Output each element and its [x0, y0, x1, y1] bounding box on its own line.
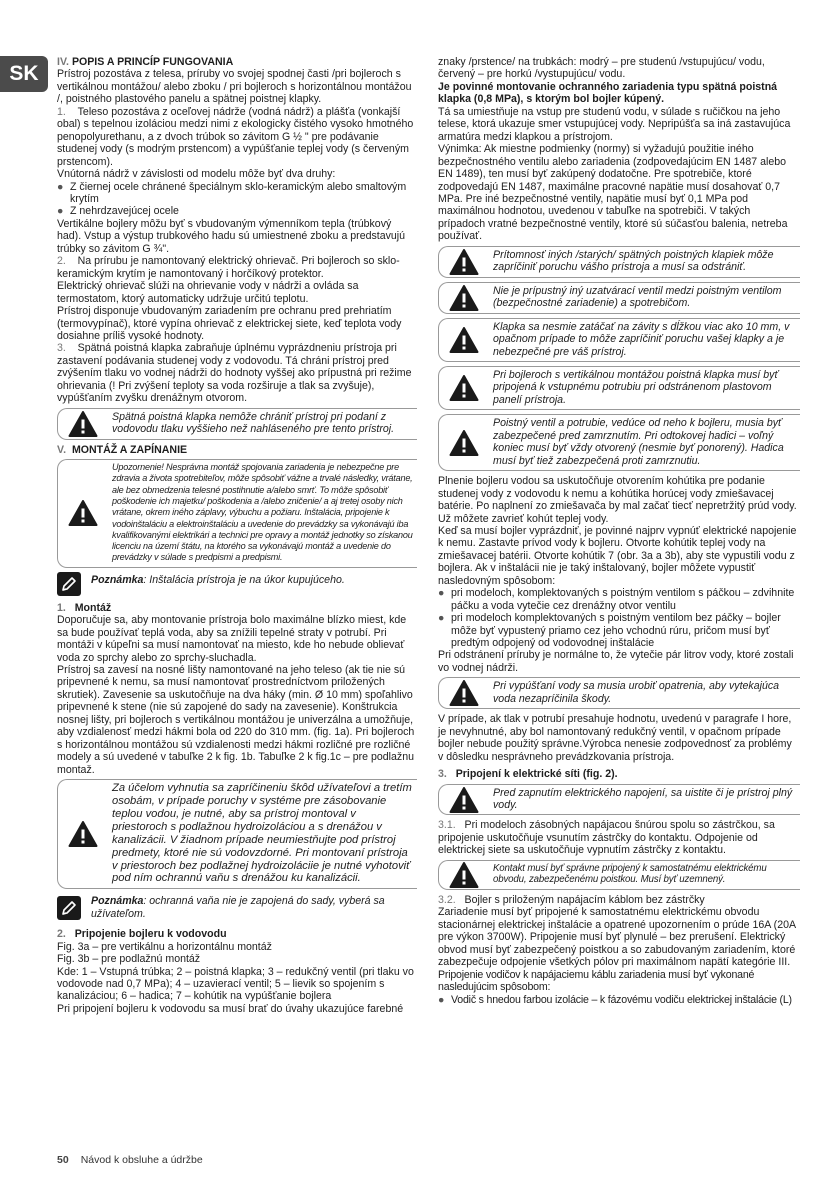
bullet-item: ● Vodič s hnedou farbou izolácie – k fázovému vodiču elektrickej inštalácie (L) — [438, 993, 792, 1006]
warning-box: Kontakt musí byť správne pripojený k samostatnému elektrickému obvodu, zabezpečenému poistkou. Musí byť uzemnený. — [438, 860, 800, 890]
warning-icon — [68, 821, 98, 848]
pencil-icon — [57, 572, 81, 596]
footer-title: Návod k obsluhe a údržbe — [80, 1154, 203, 1166]
section-heading: V. MONTÁŽ A ZAPÍNANIE — [57, 443, 188, 456]
paragraph: Kde: 1 – Vstupná trúbka; 2 – poistná klapka; 3 – redukčný ventil (pri tlaku vo vodovode nad 0,7 MPa); 4 – uzavierací ventil; 5 – lievik so spojením s kanalizáciou; 6 – hadica; 7 – kohútik na vypúšťanie bojlera — [57, 965, 414, 1003]
subsection-heading: 2. Pripojenie bojleru k vodovodu — [57, 928, 227, 941]
paragraph: Prístroj pozostáva z telesa, príruby vo svojej spodnej časti /pri bojleroch s vertikálnou montážou/ alebo zboku / pri bojleroch s horizontálnou montážou /, poistného plastového panelu a spätnej poistnej klapky. — [57, 68, 412, 106]
note-box: Poznámka: ochranná vaňa nie je zapojená do sady, vyberá sa užívateľom. — [57, 893, 417, 922]
warning-icon — [449, 429, 479, 456]
subsection-heading: 1. Montáž — [57, 601, 112, 614]
paragraph: Pripojenie vodičov k napájaciemu káblu zariadenia musí byť vykonané nasledujúcim spôsobom: — [438, 968, 755, 994]
language-tab: SK — [0, 56, 48, 92]
section-heading: IV. POPIS A PRINCÍP FUNGOVANIA — [57, 56, 234, 68]
bullet-item: ● Z čiernej ocele chránené špeciálnym sklo-keramickým alebo smaltovým krytím — [57, 180, 407, 205]
paragraph: Keď sa musí bojler vyprázdniť, je povinné najprv vypnúť elektrické napojenie k nemu. Zastavte prívod vody k bojleru. Otvorte kohútik teplej vody na zmiešavacej batérii. Otvorte kohútik 7 (obr. 3a a 3b), aby ste vypustili vodu z bojlera. Ak v inštalácii nie je taký inštalovaný, bojler môžete vypustiť nasledovným spôsobom: — [438, 524, 797, 587]
paragraph: Vertikálne bojlery môžu byť s vbudovaným výmenníkom tepla (trúbkový had). Vstup a výstup trubkového hadu sú umiestnené zboku a predstavujú trúbky so závitom G ¾". — [57, 217, 406, 255]
paragraph: Výnimka: Ak miestne podmienky (normy) si vyžadujú použitie iného bezpečnostného ventilu alebo zariadenia (zodpovedajúcim EN 1487 alebo EN 1489), ten musí byť zakúpený dodatočne. Pre spotrebiče, ktoré zodpovedajú EN 1487, maximálne pracovné napätie musí dosahovať 0,7 MPa. Pre iné bezpečnostné ventily, napätie musí byť 0,1 MPa pod maximálnou hodnotou, uvedenou v tabuľke na spotrebiči. V takých prípadoch vratné bezpečnostné ventily, ktoré sú súčasťou balenia, netreba používať. — [438, 143, 788, 243]
bullet-icon: ● — [438, 993, 445, 1006]
bullet-icon: ● — [57, 205, 64, 218]
note-box: Poznámka: Inštalácia prístroja je na úkor kupujúceho. — [57, 572, 417, 596]
bullet-icon: ● — [438, 587, 445, 600]
paragraph: 3.1. Pri modeloch zásobných napájacou šnúrou spolu so zástrčkou, sa pripojenie uskutočňuje vsunutím zástrčky do kontaktu. Odpojenie od elektrickej siete sa uskutočňuje vypnutím zástrčky z kontaktu. — [438, 819, 775, 857]
warning-box: Nie je prípustný iný uzatvárací ventil medzi poistným ventilom (bezpečnostné zariadenie) a spotrebičom. — [438, 282, 800, 314]
page-number: 50 — [57, 1154, 69, 1166]
bullet-icon: ● — [57, 180, 64, 193]
paragraph-bold: Je povinné montovanie ochranného zariadenia typu spätná poistná klapka (0,8 MPa), s ktorým bol bojler kúpený. — [438, 80, 778, 106]
right-column — [438, 56, 800, 1006]
bullet-icon: ● — [438, 612, 445, 625]
warning-box: Poistný ventil a potrubie, vedúce od neho k bojleru, musia byť zabezpečené pred zamrznutím. Pri odtokovej hadici – voľný koniec musí byť vždy otvorený (nesmie byť ponorený). Hadica musí byť tiež zabezpečená proti zamrznutiu. — [438, 414, 800, 471]
paragraph: Elektrický ohrievač slúži na ohrievanie vody v nádrži a ovláda sa termostatom, ktorý automaticky udržuje určitú teplotu. — [57, 280, 359, 305]
paragraph: znaky /prstence/ na trubkách: modrý – pre studenú /vstupujúcu/ vodu, červený – pre horkú /vystupujúcu/ vodu. — [438, 56, 765, 81]
paragraph: Fig. 3a – pre vertikálnu a horizontálnu montáž — [57, 940, 272, 953]
pencil-icon — [57, 896, 81, 920]
warning-box: Za účelom vyhnutia sa zapríčineniu škôd užívateľovi a tretím osobám, v prípade poruchy v systéme pre zásobovanie teplou vodou, je nutné, aby sa prístroj montoval v priestoroch s podlažnou hydroizoláciou a s drenážou v kanalizácii. V žiadnom prípade neumiestňujte pod prístroj predmety, ktoré nie sú vodovzdorné. Pri montovaní prístroja v priestoroch bez podlažnej hydroizoláciie je nutné vyhotoviť pod ním ochrannú vaňu s drenážou ku kanalizácii. — [57, 779, 417, 889]
paragraph: Fig. 3b – pre podlažnú montáž — [57, 953, 201, 966]
paragraph: 3. Spätná poistná klapka zabraňuje úplnému vyprázdneniu prístroja pri zastavení podávania studenej vody z vodovodu. Tá chráni prístroj pred zvýšením tlaku vo vodnej nádrži do hodnoty vyššej ako prípustná pri režime ohrievania (! Pri zvýšení teploty sa voda rozširuje a tlak sa zvyšuje), vypúšťaním zvyšku drenážnym otvorom. — [57, 342, 412, 405]
warning-box: Prítomnosť iných /starých/ spätných poistných klapiek môže zapríčiniť poruchu vášho prístroja a musí sa odstrániť. — [438, 246, 800, 278]
paragraph: 2. Na prírubu je namontovaný elektrický ohrievač. Pri bojleroch so sklo-keramickým krytím je namontovaný i horčíkový protektor. — [57, 255, 400, 280]
warning-icon — [68, 500, 98, 527]
warning-box: Pri vypúšťaní vody sa musia urobiť opatrenia, aby vytekajúca voda nezapríčinila škody. — [438, 677, 800, 709]
warning-box: Klapka sa nesmie zatáčať na závity s dĺžkou viac ako 10 mm, v opačnom prípade to môže zapríčiniť poruchu vašej klapky a je nebezpečné pre váš prístroj. — [438, 318, 800, 362]
paragraph: Pri odstránení príruby je normálne to, že vytečie pár litrov vody, ktoré zostali vo vodnej nádrži. — [438, 649, 794, 674]
paragraph: Doporučuje sa, aby montovanie prístroja bolo maximálne blízko miest, kde sa bude používať teplá voda, aby sa znížili tepelné straty v potrubí. Pri montáži v kúpeľni sa musí namontovať na miesto, kde ho nebude oblievať voda zo sprchy alebo zo sprchy-sluchadla. — [57, 614, 407, 664]
warning-icon — [449, 326, 479, 353]
warning-box: Upozornenie! Nesprávna montáž spojovania zariadenia je nebezpečne pre zdravia a života spotrebiteľov, môže spôsobiť vážne a trvalé následky, vrátane, ale bez obmedzenia telesné postihnutie a/alebo smrť. To môže spôsobiť poškodenie ich majetku/ poškodenia a /alebo zničenie/ a aj tretej osoby nich vrátane, okrem iného záplavy, výbuchu a požiaru. Inštalácia, pripojenie k vodoinštaláciu a elektroinštaláciu a uvedenie do prevádzky sa vykonávajú iba kvalifikovanými elektrikári a technici pre opravy a montáž jednotky so získanou licenciu na území štátu, na ktorého sa vykonávajú montáž a uvedenie do prevádzky v súlade s predpismi a predpismi. — [57, 459, 417, 568]
paragraph: Prístroj disponuje vbudovaným zariadením pre ochranu pred prehriatím (termovypínač), ktoré vypína ohrievač z elektrickej siete, keď teplota vody dosiahne príliš vysoké hodnoty. — [57, 305, 402, 342]
bullet-item: ● pri modeloch komplektovaných s poistným ventilom bez páčky – bojler môže byť vypustený priamo cez jeho vchodnú rúru, pričom musí byť predtým odpojený od vodovodnej inštalácie — [438, 612, 781, 650]
warning-box: Spätná poistná klapka nemôže chrániť prístroj pri podaní z vodovodu tlaku vyššieho než nahláseného pre tento prístroj. — [57, 408, 417, 440]
warning-icon — [449, 284, 479, 311]
left-column — [57, 56, 417, 1015]
paragraph: Plnenie bojleru vodou sa uskutočňuje otvorením kohútika pre podanie studenej vody z vodovodu k nemu a kohútika horúcej vody zmiešavacej batérie. Po naplnení zo zmiešavača by mal začať tiecť nepretržitý prúd vody. Už môžete zavrieť kohút teplej vody. — [438, 475, 797, 525]
warning-icon — [449, 248, 479, 275]
warning-icon — [68, 410, 98, 437]
paragraph: 3.2. Bojler s priloženým napájacím káblom bez zástrčky — [438, 894, 705, 907]
warning-icon — [449, 680, 479, 707]
bullet-item: ● pri modeloch, komplektovaných s poistným ventilom s páčkou – zdvihnite páčku a voda vytečie cez drenážny otvor ventilu — [438, 587, 795, 612]
paragraph: Vnútorná nádrž v závislosti od modelu môže byť dva druhy: — [57, 168, 336, 181]
paragraph: Zariadenie musí byť pripojené k samostatnému elektrickému obvodu stacionárnej elektrickej inštalácie a opatrené upozornením o prúde 16A (20A pre výkon 3700W). Pripojenie musí byť plynulé – bez prerušení. Elektrický obvod musí byť zabezpečený poistkou a so zabudovaným zariadením, ktoré zabezpečuje odpojenie všetkých pólov pri maximálnom napätí kategórie III. — [438, 906, 796, 969]
paragraph: Tá sa umiestňuje na vstup pre studenú vodu, v súlade s ručičkou na jeho telese, ktorá ukazuje smer vstupujúcej vody. Nepripúšťa sa iná zastavujúca armatúra medzi klapkou a prístrojom. — [438, 105, 791, 143]
paragraph: V prípade, ak tlak v potrubí presahuje hodnotu, uvedenú v paragrafe I hore, je nevyhnutné, aby bol namontovaný redukčný ventil, v opačnom prípade bojler nebude použitý správne.Výrobca nenesie zodpovednosť za problémy v dôsledku nesprávneho prevádzkovania prístroja. — [438, 713, 792, 763]
warning-icon — [449, 375, 479, 402]
paragraph: 1. Teleso pozostáva z oceľovej nádrže (vodná nádrž) a plášťa (vonkajší obal) s tepelnou izoláciou medzi nimi z ekologicky čistého vysoko hmotného penopolyurethanu, a z dvoch trúbok so závitom G ½ " pre podávanie studenej vody (s modrým prstencom) a vypúšťanie teplej vody (s červeným prstencom). — [57, 105, 414, 168]
subsection-heading: 3. Pripojení k elektrické síti (fig. 2). — [438, 768, 618, 781]
page-footer — [57, 1154, 203, 1166]
warning-box: Pred zapnutím elektrického napojení, sa uistite či je prístroj plný vody. — [438, 784, 800, 816]
warning-box: Pri bojleroch s vertikálnou montážou poistná klapka musí byť pripojená k vstupnému potrubiu pri odstránenom plastovom panelí prístroja. — [438, 366, 800, 410]
bullet-item: ● Z nehrdzavejúcej ocele — [57, 205, 179, 218]
paragraph: Prístroj sa zavesí na nosné lišty namontované na jeho teleso (ak tie nie sú pripevnené k nemu, sa musí namontovať prostredníctvom priložených skrutiek). Zavesenie sa uskutočňuje na dva háky (min. Ø 10 mm) spoľahlivo pripevnené k stene (nie sú zapojené do sady na zavesenie). Konštrukcia nosnej lišty, pri bojleroch s vertikálnou montážou je univerzálna a umožňuje, aby vzdialenosť medzi hákmi bola od 220 do 310 mm. (fig. 1a). Pri bojleroch s horizontálnou montážou sú vzdialenosti medzi hákmi rozličné pre rozličné modely a sú uvedené v tabuľke 2 k fig. 1b. Tabuľke 2 k fig.1c – pre podlažnu montaž. — [57, 663, 415, 776]
warning-icon — [449, 861, 479, 888]
paragraph: Pri pripojení bojleru k vodovodu sa musí brať do úvahy ukazujúce farebné — [57, 1002, 404, 1015]
warning-icon — [449, 786, 479, 813]
